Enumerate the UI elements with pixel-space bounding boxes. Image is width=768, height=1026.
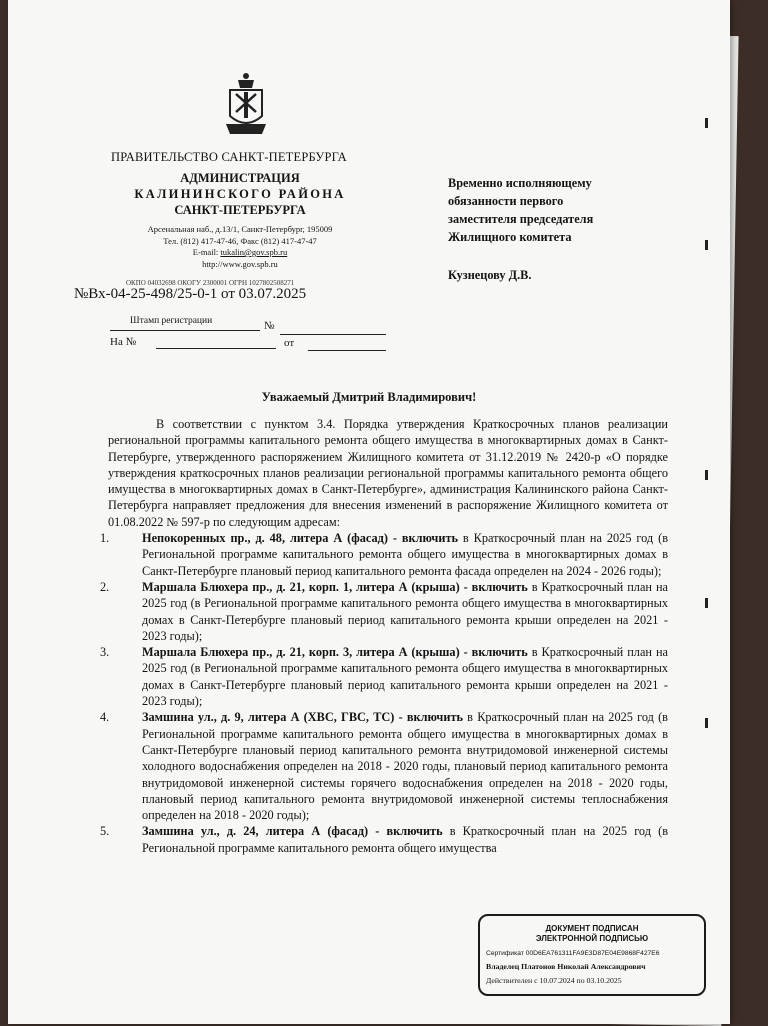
registration-number: №Вх-04-25-498/25-0-1 от 03.07.2025: [74, 286, 307, 302]
list-item: 4. Замшина ул., д. 9, литера А (ХВС, ГВС, ТС) - включить в Краткосрочный план на 2025 год (в Региональной программе капитального ремонта общего имущества в многоквартирных домах в Санкт-Петербурге плановый период капитального ремонта внутридомовой инженерной системы холодного водоснабжения определен на 2018 - 2020 годы, плановый период капитального ремонта внутридомовой инженерной системы горячего водоснабжения определен на 2018 - 2020 годы, плановый период капитального ремонта внутридомовой инженерной системы теплоснабжения определен на 2018 - 2020 годы);: [100, 710, 668, 823]
registry-codes: ОКПО 04032698 ОКОГУ 2300001 ОГРН 1027802508271: [126, 279, 295, 287]
reply-to-label: На №: [110, 336, 137, 348]
list-item: 3. Маршала Блюхера пр., д. 21, корп. 3, литера А (крыша) - включить в Краткосрочный план на 2025 год (в Региональной программе капитального ремонта общего имущества в многоквартирных домах в Санкт-Петербурге плановый период капитального ремонта крыши определен на 2021 - 2023 годы);: [100, 645, 668, 709]
electronic-signature-stamp: ДОКУМЕНТ ПОДПИСАН ЭЛЕКТРОННОЙ ПОДПИСЬЮ Сертификат 00D6EA761311FA9E3D87E04E9868F427E6 Владелец Платонов Николай Александрович Действителен с 10.07.2024 по 03.10.2025: [478, 914, 706, 996]
phone: Тел. (812) 417-47-46, Факс (812) 417-47-47: [163, 235, 317, 246]
number-line: [280, 334, 386, 335]
website-link[interactable]: http://www.gov.spb.ru: [202, 258, 278, 269]
stamp-line: [110, 330, 260, 331]
list-item: 1. Непокоренных пр., д. 48, литера А (фасад) - включить в Краткосрочный план на 2025 год (в Региональной программе капитального ремонта общего имущества в многоквартирных домах в Санкт-Петербурге плановый период капитального ремонта фасада определен на 2024 - 2026 годы);: [100, 531, 669, 578]
contact-block: [116, 224, 364, 270]
addressee-block: Временно исполняющему обязанности первого заместителя председателя Жилищного комитета Кузнецову Д.В.: [448, 176, 594, 282]
binding-mark: [705, 598, 708, 608]
binding-mark: [705, 470, 708, 480]
date-label: от: [284, 337, 295, 349]
coat-of-arms-icon: [222, 70, 270, 140]
list-item: 2. Маршала Блюхера пр., д. 21, корп. 1, литера А (крыша) - включить в Краткосрочный план на 2025 год (в Региональной программе капитального ремонта общего имущества в многоквартирных домах в Санкт-Петербурге плановый период капитального ремонта крыши определен на 2021 - 2023 годы);: [100, 579, 668, 643]
address-list: [100, 530, 669, 856]
binding-mark: [705, 240, 708, 250]
signature-owner: Владелец Платонов Николай Александрович: [486, 962, 646, 971]
certificate-id: Сертификат 00D6EA761311FA9E3D87E04E9868F427E6: [486, 950, 660, 957]
government-title: ПРАВИТЕЛЬСТВО САНКТ-ПЕТЕРБУРГА: [111, 150, 347, 164]
document-page: [8, 0, 730, 1024]
administration-title: АДМИНИСТРАЦИЯ КАЛИНИНСКОГО РАЙОНА САНКТ-ПЕТЕРБУРГА: [134, 171, 346, 217]
signature-validity: Действителен с 10.07.2024 по 03.10.2025: [486, 976, 622, 985]
number-sign: №: [264, 320, 275, 332]
greeting: Уважаемый Дмитрий Владимирович!: [261, 390, 477, 404]
intro-paragraph: В соответствии с пунктом 3.4. Порядка утверждения Краткосрочных планов реализации региональной программы капитального ремонта общего имущества в многоквартирных домах в Санкт-Петербурге, утвержденного распоряжением Жилищного комитета от 31.12.2019 № 2420-р «О порядке утверждения краткосрочных планов реализации региональной программы капитального ремонта общего имущества в многоквартирных домах в Санкт-Петербурге», администрация Калининского района Санкт-Петербурга направляет предложения для внесения изменений в распоряжение Жилищного комитета от 01.08.2022 № 597-р по следующим адресам:: [108, 417, 668, 529]
stamp-label: Штамп регистрации: [130, 316, 213, 326]
addressee-name: Кузнецову Д.В.: [448, 268, 532, 282]
binding-mark: [705, 118, 708, 128]
email-link[interactable]: tukalin@gov.spb.ru: [220, 247, 288, 257]
address: Арсенальная наб., д.13/1, Санкт-Петербург, 195009: [147, 224, 333, 234]
letter-body: [100, 416, 669, 856]
list-item: 5. Замшина ул., д. 24, литера А (фасад) - включить в Краткосрочный план на 2025 год (в Региональной программе капитального ремонта общего имущества: [100, 824, 669, 855]
email-line: E-mail: tukalin@gov.spb.ru: [192, 247, 288, 257]
reply-date-line: [308, 350, 386, 351]
reply-number-line: [156, 348, 276, 349]
binding-mark: [705, 718, 708, 728]
